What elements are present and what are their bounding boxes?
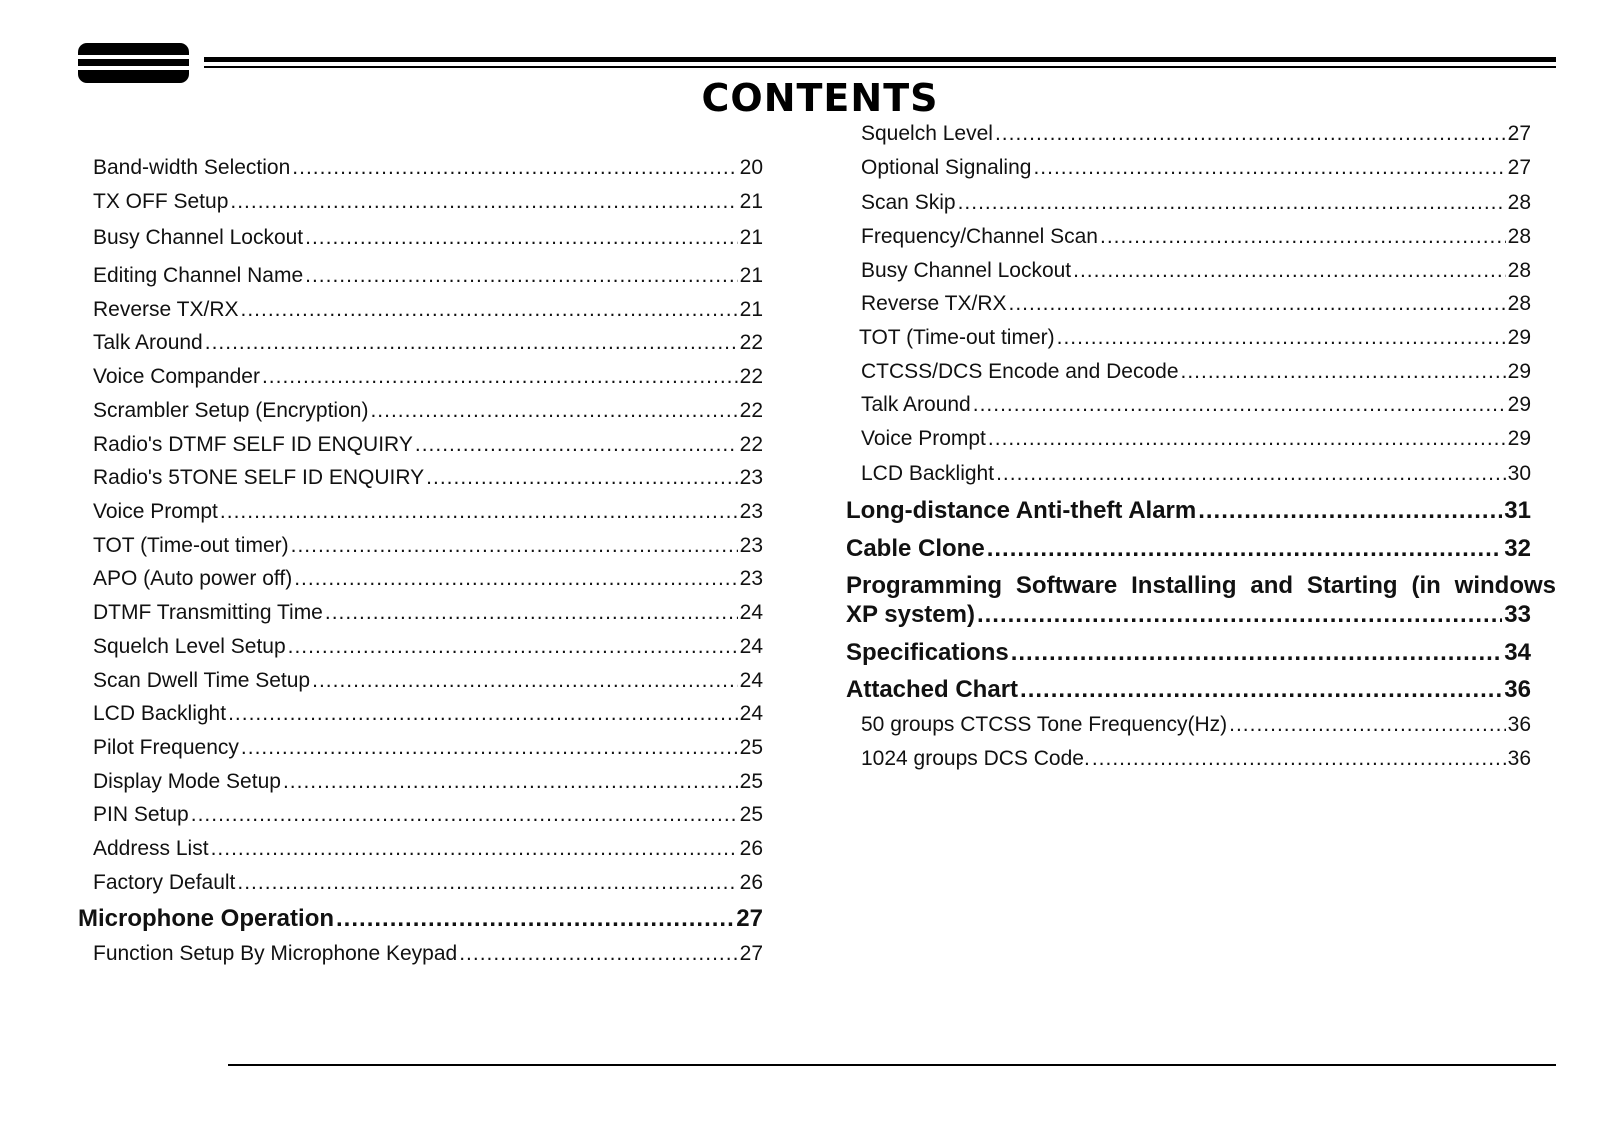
toc-entry[interactable] xyxy=(78,465,763,490)
toc-entry-page: 21 xyxy=(739,298,763,321)
toc-entry[interactable] xyxy=(78,769,763,794)
toc-entry-label: Reverse TX/RX xyxy=(93,298,239,321)
leader-dots xyxy=(1100,224,1506,249)
leader-dots xyxy=(1020,676,1502,705)
leader-dots xyxy=(292,155,737,180)
toc-entry-label: Squelch Level xyxy=(861,122,993,145)
leader-dots xyxy=(241,297,738,322)
leader-dots xyxy=(1073,258,1506,283)
toc-entry-label: Long-distance Anti-theft Alarm xyxy=(846,497,1197,524)
toc-entry[interactable] xyxy=(78,432,763,457)
toc-entry-label: TOT (Time-out timer) xyxy=(859,326,1055,349)
toc-entry-label-cont: XP system) xyxy=(846,600,975,628)
toc-entry[interactable] xyxy=(846,359,1531,384)
toc-entry-page: 21 xyxy=(739,190,763,213)
toc-entry[interactable] xyxy=(78,836,763,861)
toc-entry-label: LCD Backlight xyxy=(93,702,227,725)
toc-entry-label: Factory Default xyxy=(93,871,236,894)
leader-dots xyxy=(336,905,734,934)
toc-entry-page: 22 xyxy=(739,399,763,422)
toc-entry[interactable] xyxy=(846,291,1531,316)
leader-dots xyxy=(305,225,738,250)
leader-dots xyxy=(459,941,737,966)
footer-rule xyxy=(228,1064,1556,1066)
toc-entry-label: Voice Prompt xyxy=(93,500,218,523)
toc-section-entry[interactable] xyxy=(78,905,763,934)
toc-entry-label: Specifications xyxy=(846,639,1009,666)
toc-entry-label: Band-width Selection xyxy=(93,156,291,179)
toc-entry[interactable] xyxy=(78,802,763,827)
leader-dots xyxy=(995,121,1506,146)
leader-dots xyxy=(1229,712,1506,737)
header-rule-thin xyxy=(204,66,1556,68)
toc-entry[interactable] xyxy=(78,330,763,355)
toc-entry[interactable] xyxy=(846,155,1531,180)
leader-dots xyxy=(325,600,738,625)
toc-entry-page: 25 xyxy=(739,803,763,826)
header-rule-thick xyxy=(204,57,1556,62)
page-title: CONTENTS xyxy=(701,76,939,120)
toc-entry-page: 21 xyxy=(739,264,763,287)
leader-dots xyxy=(228,701,738,726)
toc-entry-label: Attached Chart xyxy=(846,676,1019,703)
leader-dots xyxy=(1181,359,1506,384)
toc-entry-page: 22 xyxy=(739,365,763,388)
toc-entry[interactable] xyxy=(78,189,763,214)
leader-dots xyxy=(973,392,1506,417)
toc-entry[interactable] xyxy=(78,600,763,625)
toc-entry-label: Busy Channel Lockout xyxy=(93,226,304,249)
toc-entry[interactable] xyxy=(78,566,763,591)
toc-entry-label: CTCSS/DCS Encode and Decode xyxy=(861,360,1179,383)
toc-entry-label: Address List xyxy=(93,837,209,860)
leader-dots xyxy=(1092,746,1506,771)
toc-entry[interactable] xyxy=(78,941,763,966)
toc-entry[interactable] xyxy=(78,499,763,524)
toc-entry-page: 24 xyxy=(739,669,763,692)
leader-dots xyxy=(205,330,738,355)
leader-dots xyxy=(262,364,738,389)
leader-dots xyxy=(305,263,738,288)
toc-entry-page: 34 xyxy=(1504,639,1531,666)
leader-dots xyxy=(370,398,737,423)
leader-dots xyxy=(996,461,1506,486)
leader-dots xyxy=(1057,325,1506,350)
leader-dots xyxy=(241,735,738,760)
toc-entry-label: LCD Backlight xyxy=(861,462,995,485)
toc-entry[interactable] xyxy=(78,735,763,760)
toc-entry-label: APO (Auto power off) xyxy=(93,567,293,590)
leader-dots xyxy=(958,190,1506,215)
toc-entry[interactable] xyxy=(846,392,1531,417)
toc-entry-page: 29 xyxy=(1507,393,1531,416)
toc-entry-page: 30 xyxy=(1507,462,1531,485)
toc-entry-page: 31 xyxy=(1504,497,1531,524)
toc-entry-label: Cable Clone xyxy=(846,535,985,562)
toc-entry[interactable] xyxy=(78,297,763,322)
toc-entry[interactable] xyxy=(78,668,763,693)
toc-entry-label: Reverse TX/RX xyxy=(861,292,1007,315)
toc-entry-page: 26 xyxy=(739,837,763,860)
toc-entry[interactable] xyxy=(78,263,763,288)
toc-entry-label: 1024 groups DCS Code. xyxy=(861,747,1090,770)
toc-entry-label: Scan Skip xyxy=(861,191,956,214)
leader-dots xyxy=(1198,497,1502,526)
toc-entry-label: 50 groups CTCSS Tone Frequency(Hz) xyxy=(861,713,1228,736)
toc-section-entry[interactable] xyxy=(846,497,1531,526)
toc-entry[interactable] xyxy=(78,155,763,180)
toc-entry-page: 28 xyxy=(1507,191,1531,214)
toc-entry-label: Function Setup By Microphone Keypad xyxy=(93,942,458,965)
toc-entry[interactable] xyxy=(846,224,1531,249)
leader-dots xyxy=(220,499,738,524)
toc-entry-page: 29 xyxy=(1507,360,1531,383)
leader-dots xyxy=(237,870,737,895)
toc-entry-page: 23 xyxy=(739,534,763,557)
toc-entry-label: Microphone Operation xyxy=(78,905,335,932)
leader-dots xyxy=(283,769,738,794)
toc-entry-label: Frequency/Channel Scan xyxy=(861,225,1098,248)
toc-entry-page: 36 xyxy=(1507,713,1531,736)
toc-entry-page: 24 xyxy=(739,635,763,658)
toc-section-entry[interactable] xyxy=(846,676,1531,705)
toc-entry-page: 28 xyxy=(1507,259,1531,282)
toc-entry-label: PIN Setup xyxy=(93,803,189,826)
toc-entry-page: 29 xyxy=(1507,326,1531,349)
toc-entry-label: TOT (Time-out timer) xyxy=(93,534,289,557)
toc-entry-label: Busy Channel Lockout xyxy=(861,259,1072,282)
leader-dots xyxy=(1009,291,1506,316)
leader-dots xyxy=(1011,639,1503,668)
toc-entry-label: Talk Around xyxy=(93,331,203,354)
toc-entry-page: 23 xyxy=(739,500,763,523)
toc-entry[interactable] xyxy=(846,325,1531,350)
toc-entry-page: 27 xyxy=(739,942,763,965)
leader-dots xyxy=(191,802,738,827)
toc-entry-page: 33 xyxy=(1504,600,1531,628)
toc-entry-page: 25 xyxy=(739,770,763,793)
leader-dots xyxy=(294,566,737,591)
toc-entry[interactable] xyxy=(846,258,1531,283)
leader-dots xyxy=(1033,155,1505,180)
toc-entry-page: 32 xyxy=(1504,535,1531,562)
toc-entry[interactable] xyxy=(78,870,763,895)
toc-entry[interactable] xyxy=(78,701,763,726)
toc-entry-page: 28 xyxy=(1507,225,1531,248)
toc-entry-label: Optional Signaling xyxy=(861,156,1032,179)
toc-entry-label: Scrambler Setup (Encryption) xyxy=(93,399,369,422)
toc-entry-page: 24 xyxy=(739,702,763,725)
toc-entry[interactable] xyxy=(78,398,763,423)
toc-entry-label: DTMF Transmitting Time xyxy=(93,601,323,624)
leader-dots xyxy=(288,634,738,659)
toc-entry[interactable] xyxy=(78,225,763,250)
toc-entry-page: 24 xyxy=(739,601,763,624)
toc-entry[interactable] xyxy=(78,364,763,389)
toc-entry-label: Voice Compander xyxy=(93,365,260,388)
toc-entry-page: 21 xyxy=(739,226,763,249)
toc-entry[interactable] xyxy=(846,712,1531,737)
toc-entry[interactable] xyxy=(846,121,1531,146)
toc-entry-label: TX OFF Setup xyxy=(93,190,229,213)
toc-entry-page: 27 xyxy=(736,905,763,932)
toc-entry-label: Display Mode Setup xyxy=(93,770,281,793)
toc-entry-page: 20 xyxy=(739,156,763,179)
toc-entry[interactable] xyxy=(846,190,1531,215)
toc-entry-label: Editing Channel Name xyxy=(93,264,304,287)
toc-entry-page: 22 xyxy=(739,331,763,354)
toc-entry-page: 26 xyxy=(739,871,763,894)
toc-entry-line2 xyxy=(846,601,1531,630)
leader-dots xyxy=(230,189,737,214)
toc-entry-page: 25 xyxy=(739,736,763,759)
toc-entry-page: 29 xyxy=(1507,427,1531,450)
toc-entry-label: Radio's 5TONE SELF ID ENQUIRY xyxy=(93,466,425,489)
toc-entry-label: Programming Software Installing and Starting (in windows xyxy=(846,572,1556,599)
toc-entry-page: 27 xyxy=(1507,122,1531,145)
toc-entry-label: Squelch Level Setup xyxy=(93,635,286,658)
toc-section-entry[interactable] xyxy=(846,535,1531,564)
toc-entry-page: 23 xyxy=(739,466,763,489)
leader-dots xyxy=(211,836,738,861)
toc-section-entry[interactable] xyxy=(846,639,1531,668)
leader-dots xyxy=(312,668,738,693)
toc-entry[interactable] xyxy=(846,426,1531,451)
leader-dots xyxy=(988,426,1506,451)
toc-entry[interactable] xyxy=(78,634,763,659)
toc-entry-page: 36 xyxy=(1507,747,1531,770)
toc-entry-label: Radio's DTMF SELF ID ENQUIRY xyxy=(93,433,413,456)
toc-entry[interactable] xyxy=(846,461,1531,486)
toc-entry-label: Talk Around xyxy=(861,393,971,416)
toc-entry-page: 27 xyxy=(1507,156,1531,179)
leader-dots xyxy=(426,465,737,490)
leader-dots xyxy=(291,533,738,558)
toc-entry[interactable] xyxy=(78,533,763,558)
leader-dots xyxy=(987,535,1503,564)
toc-entry[interactable] xyxy=(846,746,1531,771)
toc-entry-page: 23 xyxy=(739,567,763,590)
toc-entry-label: Pilot Frequency xyxy=(93,736,239,759)
leader-dots xyxy=(977,601,1502,630)
toc-entry-page: 36 xyxy=(1504,676,1531,703)
toc-entry-label: Scan Dwell Time Setup xyxy=(93,669,311,692)
toc-entry-page: 28 xyxy=(1507,292,1531,315)
toc-entry-page: 22 xyxy=(739,433,763,456)
toc-entry-label: Voice Prompt xyxy=(861,427,986,450)
leader-dots xyxy=(415,432,738,457)
toc-section-entry[interactable] xyxy=(846,572,1556,630)
